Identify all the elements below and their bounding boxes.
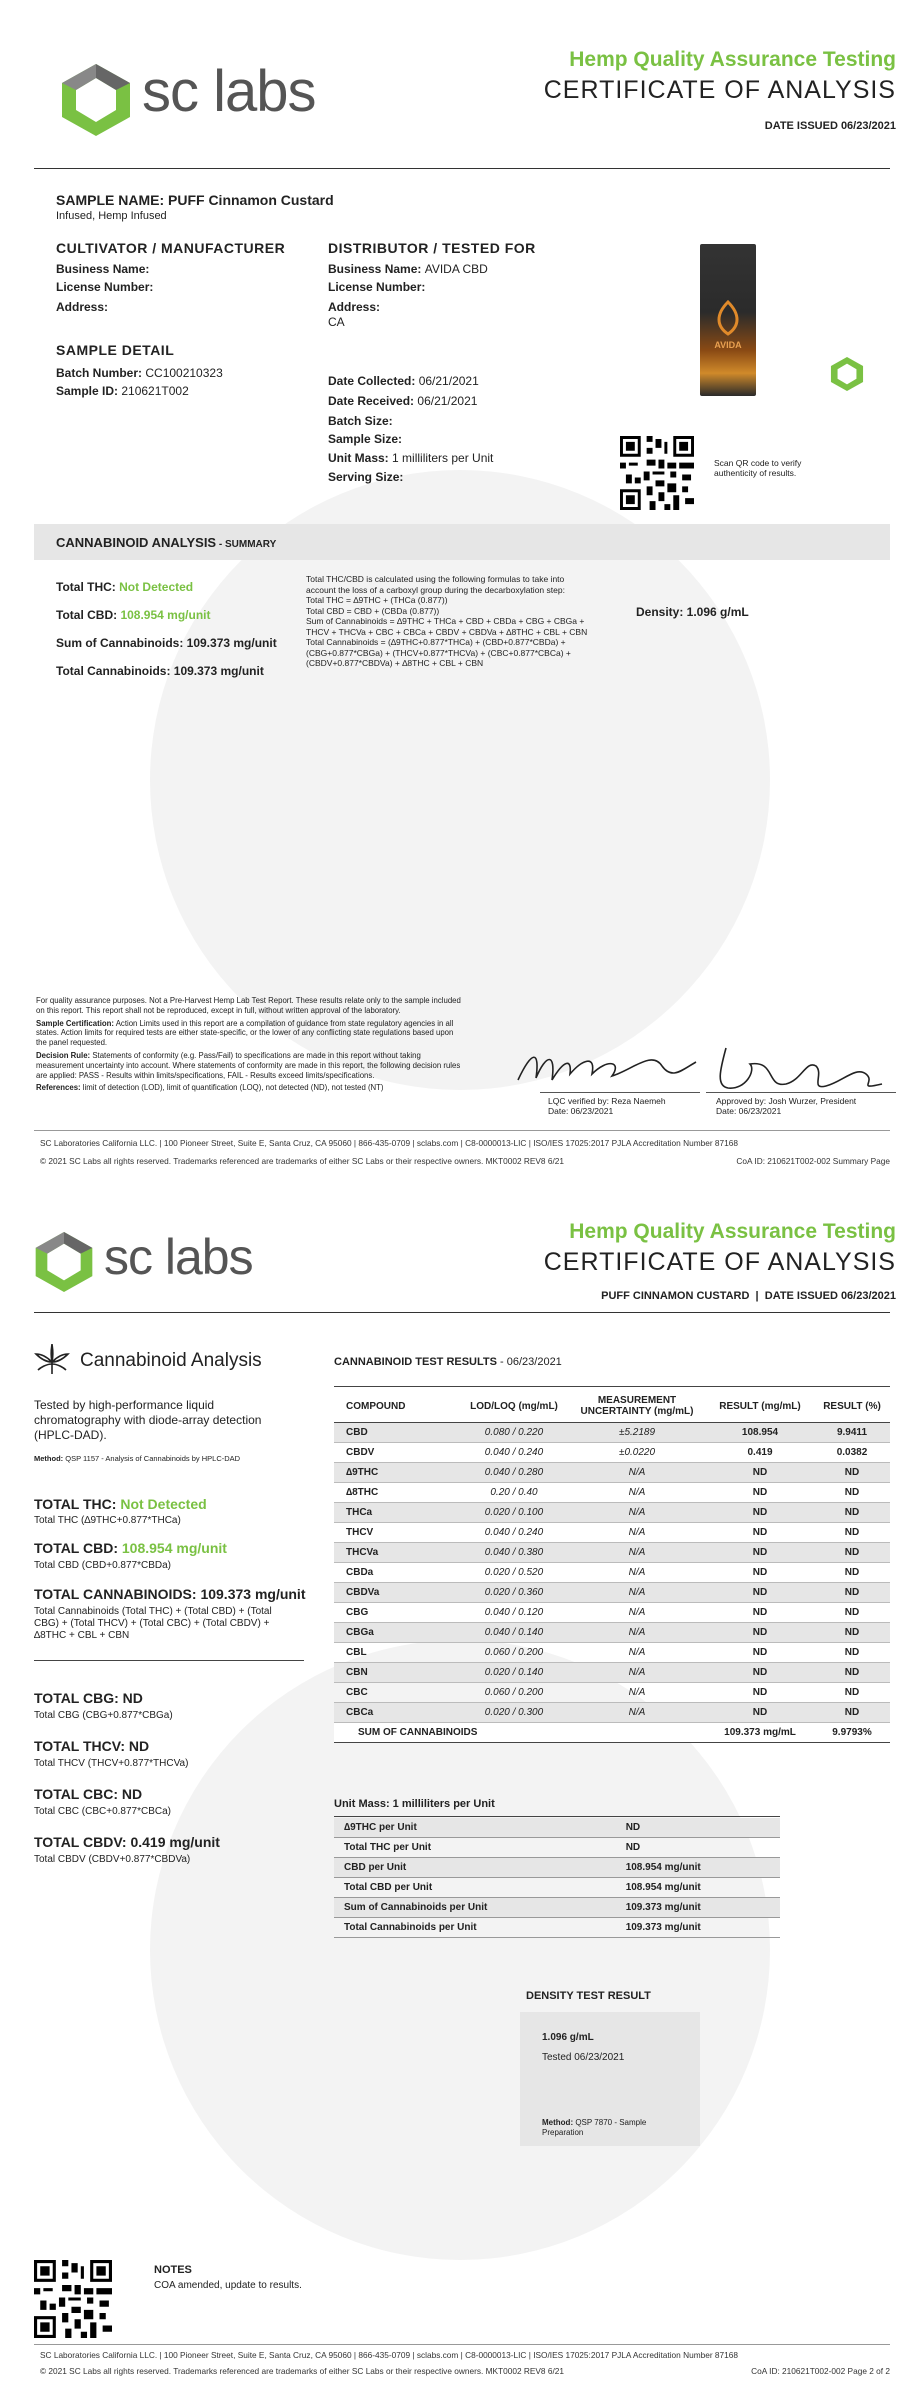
disclaimer-certification: Sample Certification: Action Limits used in this report are a compilation of guidance from state regulatory agencies in all states. Action limits for required tests are either state-specific, or the lower of any conflicting state regulations based upon the panel requested. — [36, 1018, 454, 1048]
unit-mass: Unit Mass: 1 milliliters per Unit — [328, 451, 494, 465]
unit-row — [334, 1898, 780, 1918]
result-mgml-cell: 108.954 — [706, 1423, 814, 1443]
formula-line: (CBDV+0.877*CBDVa) + ∆8THC + CBL + CBN — [306, 658, 484, 668]
table-row — [334, 1663, 890, 1683]
footer-copyright: © 2021 SC Labs all rights reserved. Trademarks referenced are trademarks of either SC Labs or their respective owners. MKT0002 REV8 6/21 — [40, 1156, 564, 1166]
left-divider — [34, 1660, 304, 1661]
qr-code-icon[interactable] — [620, 436, 694, 510]
sum-result-pct: 9.9793% — [814, 1723, 890, 1743]
col-result-mgml: RESULT (mg/mL) — [706, 1390, 814, 1423]
cultivator-license: License Number: — [56, 280, 154, 294]
result-mgml-cell: ND — [706, 1683, 814, 1703]
distributor-license: License Number: — [328, 280, 426, 294]
table-row — [334, 1583, 890, 1603]
density-value: 1.096 g/mL — [542, 2032, 594, 2043]
compound-cell: CBDVa — [334, 1583, 460, 1603]
result-mgml-cell: ND — [706, 1663, 814, 1683]
unit-value: 109.373 mg/unit — [596, 1898, 780, 1918]
unit-label: Total CBD per Unit — [334, 1878, 596, 1898]
result-pct-cell: 9.9411 — [814, 1423, 890, 1443]
approved-date: Date: 06/23/2021 — [716, 1106, 782, 1116]
result-pct-cell: ND — [814, 1623, 890, 1643]
compound-cell: CBD — [334, 1423, 460, 1443]
lod-loq-cell: 0.020 / 0.360 — [460, 1583, 568, 1603]
uncertainty-cell: ±0.0220 — [568, 1443, 706, 1463]
sample-subtitle: Infused, Hemp Infused — [56, 210, 167, 222]
batch-size: Batch Size: — [328, 414, 393, 428]
product-label: AVIDA — [714, 340, 742, 350]
total-cbc: TOTAL CBC: ND — [34, 1786, 143, 1802]
approved-by: Approved by: Josh Wurzer, President — [716, 1096, 857, 1106]
formula-line: Total CBD = CBD + (CBDa (0.877)) — [306, 605, 440, 616]
table-row — [334, 1563, 890, 1583]
disclaimer — [36, 996, 466, 1093]
formula-line: THCV + THCVa + CBC + CBCa + CBDV + CBDVa + ∆8THC + CBL + CBN — [306, 626, 588, 637]
distributor-business-name: Business Name: AVIDA CBD — [328, 262, 488, 276]
result-pct-cell: ND — [814, 1523, 890, 1543]
notes-text: COA amended, update to results. — [154, 2280, 302, 2291]
uncertainty-cell: N/A — [568, 1483, 706, 1503]
date-collected: Date Collected: 06/21/2021 — [328, 374, 479, 388]
compound-cell: CBG — [334, 1603, 460, 1623]
uncertainty-cell: N/A — [568, 1463, 706, 1483]
unit-label: Total Cannabinoids per Unit — [334, 1918, 596, 1938]
sample-name: SAMPLE NAME: PUFF Cinnamon Custard — [56, 192, 334, 208]
cultivator-address: Address: — [56, 300, 109, 314]
result-pct-cell: ND — [814, 1683, 890, 1703]
uncertainty-cell: N/A — [568, 1623, 706, 1643]
unit-row — [334, 1918, 780, 1938]
summary-heading: CANNABINOID ANALYSIS - SUMMARY — [56, 535, 277, 550]
disclaimer-qa: For quality assurance purposes. Not a Pre-Harvest Hemp Lab Test Report. These results relate only to the sample included on this report. This report shall not be reproduced, except in full, without written approval of the laboratory. — [36, 996, 461, 1015]
unit-row — [334, 1878, 780, 1898]
signature-left-icon — [512, 1040, 702, 1092]
footer-coa-id: CoA ID: 210621T002-002 Page 2 of 2 — [751, 2366, 890, 2376]
total-cbd-formula: Total CBD (CBD+0.877*CBDa) — [34, 1560, 171, 1571]
total-cannabinoids-formula: Total Cannabinoids (Total THC) + (Total CBD) + (Total CBG) + (Total THCV) + (Total CBC) + (Total CBDV) + ∆8THC + CBL + CBN — [34, 1606, 272, 1641]
page-2 — [0, 1200, 924, 2388]
unit-value: ND — [596, 1838, 780, 1858]
result-mgml-cell: ND — [706, 1543, 814, 1563]
total-cbdv: TOTAL CBDV: 0.419 mg/unit — [34, 1834, 220, 1850]
sc-badge-icon — [830, 356, 864, 392]
unit-label: Total THC per Unit — [334, 1838, 596, 1858]
total-cannabinoids: TOTAL CANNABINOIDS: 109.373 mg/unit — [34, 1586, 306, 1602]
qr-caption: Scan QR code to verify authenticity of results. — [714, 458, 802, 478]
unit-value: 108.954 mg/unit — [596, 1858, 780, 1878]
distributor-address-label: Address: — [328, 300, 381, 314]
table-row — [334, 1623, 890, 1643]
unit-row — [334, 1838, 780, 1858]
unit-table — [334, 1818, 780, 1938]
footer-address: SC Laboratories California LLC. | 100 Pioneer Street, Suite E, Santa Cruz, CA 95060 | 866-435-0709 | sclabs.com | C8-0000013-LIC | ISO/IES 17025:2017 PJLA Accreditation Number 87168 — [40, 2350, 738, 2360]
table-row — [334, 1423, 890, 1443]
lod-loq-cell: 0.060 / 0.200 — [460, 1643, 568, 1663]
lqc-date: Date: 06/23/2021 — [548, 1106, 614, 1116]
uncertainty-cell: N/A — [568, 1503, 706, 1523]
sample-size: Sample Size: — [328, 432, 403, 446]
table-row — [334, 1643, 890, 1663]
result-pct-cell: ND — [814, 1703, 890, 1723]
formula-line: Total Cannabinoids = (∆9THC+0.877*THCa) + (CBD+0.877*CBDa) + — [306, 637, 566, 647]
lod-loq-cell: 0.080 / 0.220 — [460, 1423, 568, 1443]
uncertainty-cell: N/A — [568, 1703, 706, 1723]
uncertainty-cell: N/A — [568, 1683, 706, 1703]
table-row — [334, 1683, 890, 1703]
uncertainty-cell: ±5.2189 — [568, 1423, 706, 1443]
compound-cell: CBL — [334, 1643, 460, 1663]
footer-address: SC Laboratories California LLC. | 100 Pioneer Street, Suite E, Santa Cruz, CA 95060 | 866-435-0709 | sclabs.com | C8-0000013-LIC | ISO/IES 17025:2017 PJLA Accreditation Number 87168 — [40, 1138, 738, 1148]
unit-top-rule — [334, 1816, 780, 1817]
total-thcv: TOTAL THCV: ND — [34, 1738, 150, 1754]
formula-line: Total THC = ∆9THC + (THCa (0.877)) — [306, 595, 448, 605]
lod-loq-cell: 0.040 / 0.280 — [460, 1463, 568, 1483]
brand-name: sc labs — [142, 59, 316, 124]
results-table — [334, 1390, 890, 1743]
col-result-pct: RESULT (%) — [814, 1390, 890, 1423]
uncertainty-cell: N/A — [568, 1643, 706, 1663]
uncertainty-cell: N/A — [568, 1583, 706, 1603]
page2-subheader: PUFF CINNAMON CUSTARD | DATE ISSUED 06/23/2021 — [601, 1290, 896, 1302]
footer-coa-id: CoA ID: 210621T002-002 Summary Page — [736, 1156, 890, 1166]
unit-mass-title: Unit Mass: 1 milliliters per Unit — [334, 1798, 495, 1810]
table-row — [334, 1603, 890, 1623]
disclaimer-decision-rule: Decision Rule: Statements of conformity (e.g. Pass/Fail) to specifications are made in this report without taking measurement uncertainty into account. Where statements of conformity are made in this report, the following decision rules are applied: PASS - Results within limits/specifications, FAIL - Results exceed limits/specifications. — [36, 1050, 461, 1080]
uncertainty-cell: N/A — [568, 1543, 706, 1563]
total-cbc-formula: Total CBC (CBC+0.877*CBCa) — [34, 1806, 171, 1817]
formula-line: Sum of Cannabinoids = ∆9THC + THCa + CBD + CBDa + CBG + CBGa + — [306, 616, 585, 626]
footer-copyright: © 2021 SC Labs all rights reserved. Trademarks referenced are trademarks of either SC Labs or their respective owners. MKT0002 REV8 6/21 — [40, 2366, 564, 2376]
lod-loq-cell: 0.020 / 0.100 — [460, 1503, 568, 1523]
summary-density: Density: 1.096 g/mL — [636, 605, 749, 619]
table-row — [334, 1483, 890, 1503]
compound-cell: CBN — [334, 1663, 460, 1683]
formula-line: Total THC/CBD is calculated using the following formulas to take into — [306, 574, 565, 584]
formula-line: account the loss of a carboxyl group during the decarboxylation step: — [306, 584, 565, 595]
unit-row — [334, 1818, 780, 1838]
total-thc-formula: Total THC (∆9THC+0.877*THCa) — [34, 1515, 181, 1526]
result-pct-cell: ND — [814, 1503, 890, 1523]
result-mgml-cell: ND — [706, 1603, 814, 1623]
unit-value: 109.373 mg/unit — [596, 1918, 780, 1938]
total-thc: TOTAL THC: Not Detected — [34, 1496, 207, 1512]
result-pct-cell: ND — [814, 1463, 890, 1483]
compound-cell: THCVa — [334, 1543, 460, 1563]
compound-cell: CBCa — [334, 1703, 460, 1723]
lod-loq-cell: 0.040 / 0.120 — [460, 1603, 568, 1623]
serving-size: Serving Size: — [328, 470, 404, 484]
tagline: Hemp Quality Assurance Testing — [569, 1220, 896, 1243]
table-row — [334, 1503, 890, 1523]
result-pct-cell: ND — [814, 1603, 890, 1623]
footer-divider — [34, 2344, 890, 2345]
summary-total-cannabinoids: Total Cannabinoids: 109.373 mg/unit — [56, 664, 264, 678]
uncertainty-cell: N/A — [568, 1563, 706, 1583]
result-mgml-cell: ND — [706, 1483, 814, 1503]
table-row — [334, 1543, 890, 1563]
summary-total-thc: Total THC: Not Detected — [56, 580, 194, 594]
total-cbg: TOTAL CBG: ND — [34, 1690, 143, 1706]
compound-cell: CBDV — [334, 1443, 460, 1463]
uncertainty-cell: N/A — [568, 1663, 706, 1683]
product-flame-icon — [710, 300, 746, 336]
disclaimer-references: References: limit of detection (LOD), limit of quantification (LOQ), not detected (ND), not tested (NT) — [36, 1083, 384, 1093]
unit-label: ∆9THC per Unit — [334, 1818, 596, 1838]
result-mgml-cell: ND — [706, 1623, 814, 1643]
lod-loq-cell: 0.020 / 0.520 — [460, 1563, 568, 1583]
result-mgml-cell: ND — [706, 1643, 814, 1663]
uncertainty-cell: N/A — [568, 1523, 706, 1543]
result-pct-cell: ND — [814, 1643, 890, 1663]
lod-loq-cell: 0.040 / 0.240 — [460, 1523, 568, 1543]
page-title: CERTIFICATE OF ANALYSIS — [543, 1248, 896, 1276]
result-pct-cell: ND — [814, 1543, 890, 1563]
signature-right-icon — [706, 1040, 896, 1096]
sum-label: SUM OF CANNABINOIDS — [334, 1723, 706, 1743]
lod-loq-cell: 0.040 / 0.240 — [460, 1443, 568, 1463]
result-pct-cell: 0.0382 — [814, 1443, 890, 1463]
compound-cell: ∆8THC — [334, 1483, 460, 1503]
page-title: CERTIFICATE OF ANALYSIS — [543, 76, 896, 104]
result-mgml-cell: ND — [706, 1583, 814, 1603]
formula-line: (CBG+0.877*CBGa) + (THCV+0.877*THCVa) + (CBC+0.877*CBCa) + — [306, 647, 571, 658]
total-cbdv-formula: Total CBDV (CBDV+0.877*CBDVa) — [34, 1854, 191, 1865]
compound-cell: THCa — [334, 1503, 460, 1523]
col-uncertainty: MEASUREMENT UNCERTAINTY (mg/mL) — [568, 1390, 706, 1423]
table-row — [334, 1523, 890, 1543]
notes-title: NOTES — [154, 2264, 192, 2276]
cannabinoid-analysis-title: Cannabinoid Analysis — [80, 1350, 262, 1371]
header-divider — [34, 1312, 890, 1313]
lod-loq-cell: 0.020 / 0.140 — [460, 1663, 568, 1683]
result-pct-cell: ND — [814, 1663, 890, 1683]
qr-code-icon[interactable] — [34, 2260, 112, 2338]
result-pct-cell: ND — [814, 1483, 890, 1503]
sc-labs-logo-icon — [34, 1230, 94, 1294]
result-mgml-cell: 0.419 — [706, 1443, 814, 1463]
table-row — [334, 1703, 890, 1723]
result-mgml-cell: ND — [706, 1563, 814, 1583]
product-image — [700, 244, 756, 396]
unit-label: Sum of Cannabinoids per Unit — [334, 1898, 596, 1918]
result-pct-cell: ND — [814, 1563, 890, 1583]
result-pct-cell: ND — [814, 1583, 890, 1603]
lod-loq-cell: 0.20 / 0.40 — [460, 1483, 568, 1503]
footer-divider — [34, 1130, 890, 1131]
lod-loq-cell: 0.040 / 0.380 — [460, 1543, 568, 1563]
page-1 — [0, 0, 924, 1180]
method-text: Method: QSP 1157 - Analysis of Cannabinoids by HPLC-DAD — [34, 1454, 241, 1463]
sample-id: Sample ID: 210621T002 — [56, 384, 189, 398]
result-mgml-cell: ND — [706, 1463, 814, 1483]
density-box — [520, 2012, 700, 2146]
lqc-verified-by: LQC verified by: Reza Naemeh — [548, 1096, 666, 1106]
density-tested: Tested 06/23/2021 — [542, 2052, 625, 2063]
table-row — [334, 1443, 890, 1463]
lod-loq-cell: 0.040 / 0.140 — [460, 1623, 568, 1643]
sc-labs-logo-icon — [60, 62, 132, 138]
total-thcv-formula: Total THCV (THCV+0.877*THCVa) — [34, 1758, 189, 1769]
col-lod-loq: LOD/LOQ (mg/mL) — [460, 1390, 568, 1423]
brand-name: sc labs — [104, 1229, 253, 1285]
unit-value: 108.954 mg/unit — [596, 1878, 780, 1898]
cannabis-leaf-icon — [34, 1342, 70, 1378]
result-mgml-cell: ND — [706, 1523, 814, 1543]
signature-line-right — [706, 1092, 896, 1093]
formula-block — [306, 574, 626, 669]
distributor-address-value: CA — [328, 315, 345, 329]
cannabinoid-analysis-desc: Tested by high-performance liquid chromatography with diode-array detection (HPLC-DAD). — [34, 1398, 262, 1442]
unit-label: CBD per Unit — [334, 1858, 596, 1878]
col-compound: COMPOUND — [334, 1390, 460, 1423]
cultivator-business-name: Business Name: — [56, 262, 150, 276]
total-cbg-formula: Total CBG (CBG+0.877*CBGa) — [34, 1710, 173, 1721]
result-mgml-cell: ND — [706, 1703, 814, 1723]
tagline: Hemp Quality Assurance Testing — [569, 48, 896, 71]
unit-value: ND — [596, 1818, 780, 1838]
cultivator-heading: CULTIVATOR / MANUFACTURER — [56, 240, 286, 256]
date-received: Date Received: 06/21/2021 — [328, 394, 478, 408]
lod-loq-cell: 0.060 / 0.200 — [460, 1683, 568, 1703]
results-title: CANNABINOID TEST RESULTS - 06/23/2021 — [334, 1356, 562, 1368]
compound-cell: CBGa — [334, 1623, 460, 1643]
density-title: DENSITY TEST RESULT — [526, 1990, 651, 2002]
table-row — [334, 1463, 890, 1483]
unit-row — [334, 1858, 780, 1878]
total-cbd: TOTAL CBD: 108.954 mg/unit — [34, 1540, 227, 1556]
date-issued: DATE ISSUED 06/23/2021 — [764, 120, 896, 132]
result-mgml-cell: ND — [706, 1503, 814, 1523]
summary-total-cbd: Total CBD: 108.954 mg/unit — [56, 608, 211, 622]
batch-number: Batch Number: CC100210323 — [56, 366, 223, 380]
summary-sum-cannabinoids: Sum of Cannabinoids: 109.373 mg/unit — [56, 636, 277, 650]
lod-loq-cell: 0.020 / 0.300 — [460, 1703, 568, 1723]
header-divider — [34, 168, 890, 169]
compound-cell: ∆9THC — [334, 1463, 460, 1483]
sample-detail-heading: SAMPLE DETAIL — [56, 342, 175, 358]
sum-row — [334, 1723, 890, 1743]
results-top-rule — [334, 1386, 890, 1387]
density-method: Method: QSP 7870 - Sample Preparation — [542, 2118, 647, 2137]
compound-cell: CBDa — [334, 1563, 460, 1583]
distributor-heading: DISTRIBUTOR / TESTED FOR — [328, 240, 536, 256]
sum-result-mgml: 109.373 mg/mL — [706, 1723, 814, 1743]
signature-line-left — [540, 1092, 700, 1093]
uncertainty-cell: N/A — [568, 1603, 706, 1623]
compound-cell: CBC — [334, 1683, 460, 1703]
compound-cell: THCV — [334, 1523, 460, 1543]
